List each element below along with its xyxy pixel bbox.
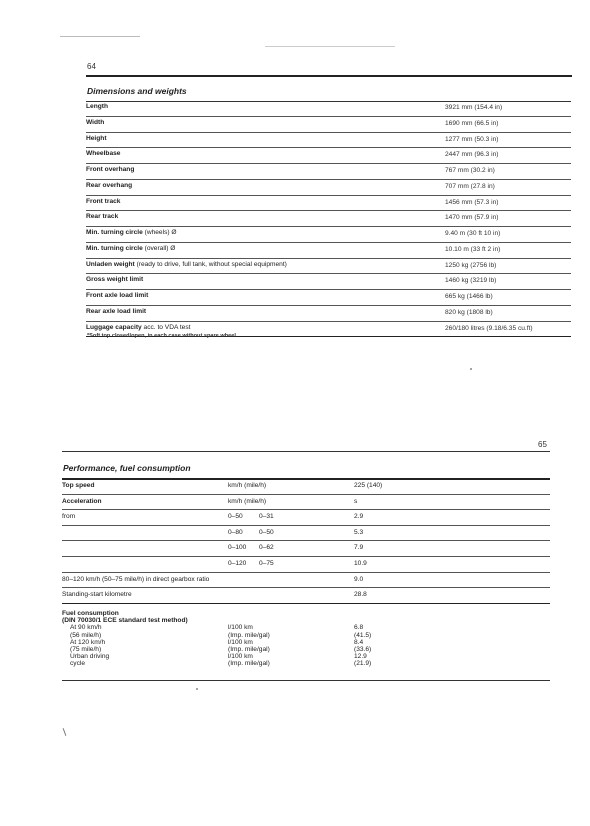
- dimension-label: [86, 229, 177, 236]
- fuel-row: [62, 660, 550, 667]
- dimension-label: [86, 213, 118, 220]
- accel-mph: 0–62: [259, 544, 274, 552]
- fuel-label: cycle: [70, 660, 86, 668]
- dimensions-title: Dimensions and weights: [87, 86, 187, 96]
- header-rule-top: [86, 75, 572, 77]
- dimension-label-text: Gross weight limit: [86, 276, 144, 284]
- dimension-value: 1460 kg (3219 lb): [445, 277, 497, 285]
- accel-kmh: 0–50: [228, 513, 243, 521]
- dimension-label-text: Length: [86, 103, 108, 110]
- dimension-value: 1470 mm (57.9 in): [445, 214, 499, 222]
- performance-table: [62, 479, 550, 604]
- standing-start-row: [62, 588, 550, 604]
- accel-row: [62, 557, 550, 573]
- fuel-label: At 120 km/h: [70, 638, 106, 646]
- page-number-top: 64: [87, 62, 96, 71]
- dimensions-table: [86, 101, 571, 337]
- fuel-row: [62, 653, 550, 660]
- fuel-value: 8.4: [354, 638, 364, 646]
- dimensions-footnote: *Soft top closed/open, in each case without spare wheel: [87, 333, 236, 339]
- fuel-unit: l/100 km: [228, 624, 253, 632]
- dimension-note: (overall) Ø: [144, 244, 176, 252]
- gear-label: 80–120 km/h (50–75 mile/h) in direct gearbox ratio: [62, 575, 210, 583]
- fuel-value: (21.9): [354, 660, 372, 668]
- top-speed-value: 225 (140): [354, 482, 383, 489]
- dimension-row: [86, 148, 571, 164]
- dimension-label: [86, 261, 287, 268]
- dimension-label-text: Min. turning circle: [86, 229, 143, 236]
- accel-value: 5.3: [354, 528, 364, 536]
- dimension-label: [86, 103, 108, 110]
- dimension-label-text: Front track: [86, 197, 121, 205]
- dimension-row: [86, 101, 571, 117]
- fuel-value: (41.5): [354, 631, 372, 639]
- dimension-value: 9.40 m (30 ft 10 in): [445, 230, 501, 237]
- top-speed-label: Top speed: [62, 482, 95, 489]
- accel-mph: 0–31: [259, 513, 274, 521]
- dimension-label-text: Luggage capacity: [86, 323, 142, 331]
- scan-speck: [196, 688, 198, 690]
- dimension-row: [86, 133, 571, 149]
- dimension-value: 665 kg (1466 lb): [445, 293, 493, 300]
- dimension-row: [86, 211, 571, 227]
- dimension-row: [86, 306, 571, 322]
- dimension-label: [86, 119, 104, 126]
- dimension-value: 707 mm (27.8 in): [445, 182, 495, 190]
- accel-mph: 0–75: [259, 559, 274, 567]
- dimension-label: [86, 150, 120, 157]
- fuel-unit: (Imp. mile/gal): [228, 631, 270, 639]
- fuel-value: 12.9: [354, 653, 367, 661]
- dimension-row: [86, 164, 571, 180]
- fuel-unit: l/100 km: [228, 638, 253, 646]
- dimension-row: [86, 259, 571, 275]
- dimension-label: [86, 135, 107, 142]
- accel-row: [62, 526, 550, 542]
- dimension-label: [86, 245, 175, 252]
- dimension-note: (wheels) Ø: [144, 229, 177, 236]
- page-number-bottom: 65: [538, 440, 547, 449]
- header-rule-bottom: [62, 451, 550, 452]
- accel-kmh: 0–100: [228, 544, 247, 552]
- dimension-value: 767 mm (30.2 in): [445, 167, 495, 174]
- accel-row: [62, 510, 550, 526]
- standing-start-label: Standing-start kilometre: [62, 591, 132, 599]
- fuel-method: (DIN 70030/1 ECE standard test method): [62, 617, 188, 625]
- fuel-row: [62, 632, 550, 639]
- fuel-rows: [62, 624, 550, 667]
- fuel-row: [62, 624, 550, 631]
- scan-mark: [63, 728, 67, 736]
- acceleration-label: Acceleration: [62, 497, 102, 505]
- dimension-row: [86, 196, 571, 212]
- fuel-row: [62, 646, 550, 653]
- fuel-heading: Fuel consumption: [62, 610, 119, 617]
- dimension-label-text: Min. turning circle: [86, 244, 143, 252]
- dimension-label-text: Unladen weight: [86, 260, 135, 268]
- top-speed-unit: km/h (mile/h): [228, 482, 267, 489]
- dimension-row: [86, 180, 571, 196]
- fuel-value: 6.8: [354, 624, 364, 632]
- dimension-label-text: Wheelbase: [86, 150, 121, 158]
- dimension-value: 10.10 m (33 ft 2 in): [445, 245, 501, 253]
- acceleration-value: s: [354, 497, 358, 505]
- dimension-label-text: Rear track: [86, 213, 119, 221]
- accel-value: 10.9: [354, 559, 367, 567]
- dimension-row: [86, 227, 571, 243]
- dimension-row: [86, 274, 571, 290]
- dimension-label: [86, 166, 134, 173]
- accel-kmh: 0–80: [228, 528, 243, 536]
- fuel-label: (56 mile/h): [70, 631, 102, 639]
- scan-artifact-top-right: [265, 46, 395, 47]
- fuel-value: (33.6): [354, 645, 372, 653]
- fuel-unit: (Imp. mile/gal): [228, 660, 270, 668]
- fuel-label: Urban driving: [70, 653, 110, 661]
- acceleration-unit: km/h (mile/h): [228, 497, 267, 505]
- accel-value: 7.9: [354, 544, 364, 552]
- dimension-label-text: Front axle load limit: [86, 292, 149, 299]
- fuel-row: [62, 639, 550, 646]
- accel-kmh: 0–120: [228, 559, 247, 567]
- dimension-value: 1690 mm (66.5 in): [445, 119, 499, 127]
- dimension-row: [86, 243, 571, 259]
- fuel-label: At 90 km/h: [70, 624, 102, 632]
- dimension-label-text: Front overhang: [86, 166, 135, 173]
- dimension-note: (ready to drive, full tank, without special equipment): [136, 260, 287, 268]
- dimension-row: [86, 117, 571, 133]
- dimension-value: 2447 mm (96.3 in): [445, 151, 499, 159]
- dimension-row: [86, 290, 571, 306]
- dimension-value: 3921 mm (154.4 in): [445, 104, 503, 111]
- dimension-label-text: Width: [86, 118, 105, 126]
- dimension-label: [86, 276, 143, 283]
- acceleration-row: [62, 495, 550, 511]
- dimension-label: [86, 308, 146, 315]
- dimension-label: [86, 182, 132, 189]
- gear-row: [62, 573, 550, 589]
- scan-artifact-top: [60, 36, 140, 37]
- dimension-value: 1277 mm (50.3 in): [445, 135, 499, 143]
- fuel-consumption-block: [62, 610, 550, 668]
- dimension-label: [86, 292, 148, 299]
- accel-row: [62, 541, 550, 557]
- standing-start-value: 28.8: [354, 591, 367, 599]
- dimension-value: 260/180 litres (9.18/6.35 cu.ft): [445, 324, 533, 332]
- scan-speck: [470, 368, 472, 370]
- fuel-label: (75 mile/h): [70, 645, 102, 653]
- fuel-bottom-rule: [62, 680, 550, 681]
- dimension-label: [86, 324, 190, 331]
- dimension-label-text: Height: [86, 134, 107, 142]
- dimension-value: 1250 kg (2756 lb): [445, 261, 497, 269]
- gear-value: 9.0: [354, 575, 364, 583]
- accel-mph: 0–50: [259, 528, 274, 536]
- performance-title: Performance, fuel consumption: [63, 463, 191, 473]
- top-speed-row: [62, 479, 550, 495]
- dimension-value: 1456 mm (57.3 in): [445, 198, 499, 206]
- dimension-label: [86, 198, 120, 205]
- dimension-label-text: Rear axle load limit: [86, 307, 147, 315]
- dimension-label-text: Rear overhang: [86, 181, 133, 189]
- accel-value: 2.9: [354, 513, 364, 521]
- dimension-value: 820 kg (1808 lb): [445, 308, 493, 316]
- fuel-unit: (Imp. mile/gal): [228, 645, 270, 653]
- dimension-note: acc. to VDA test: [143, 323, 191, 331]
- fuel-unit: l/100 km: [228, 653, 253, 661]
- from-label: from: [62, 513, 76, 521]
